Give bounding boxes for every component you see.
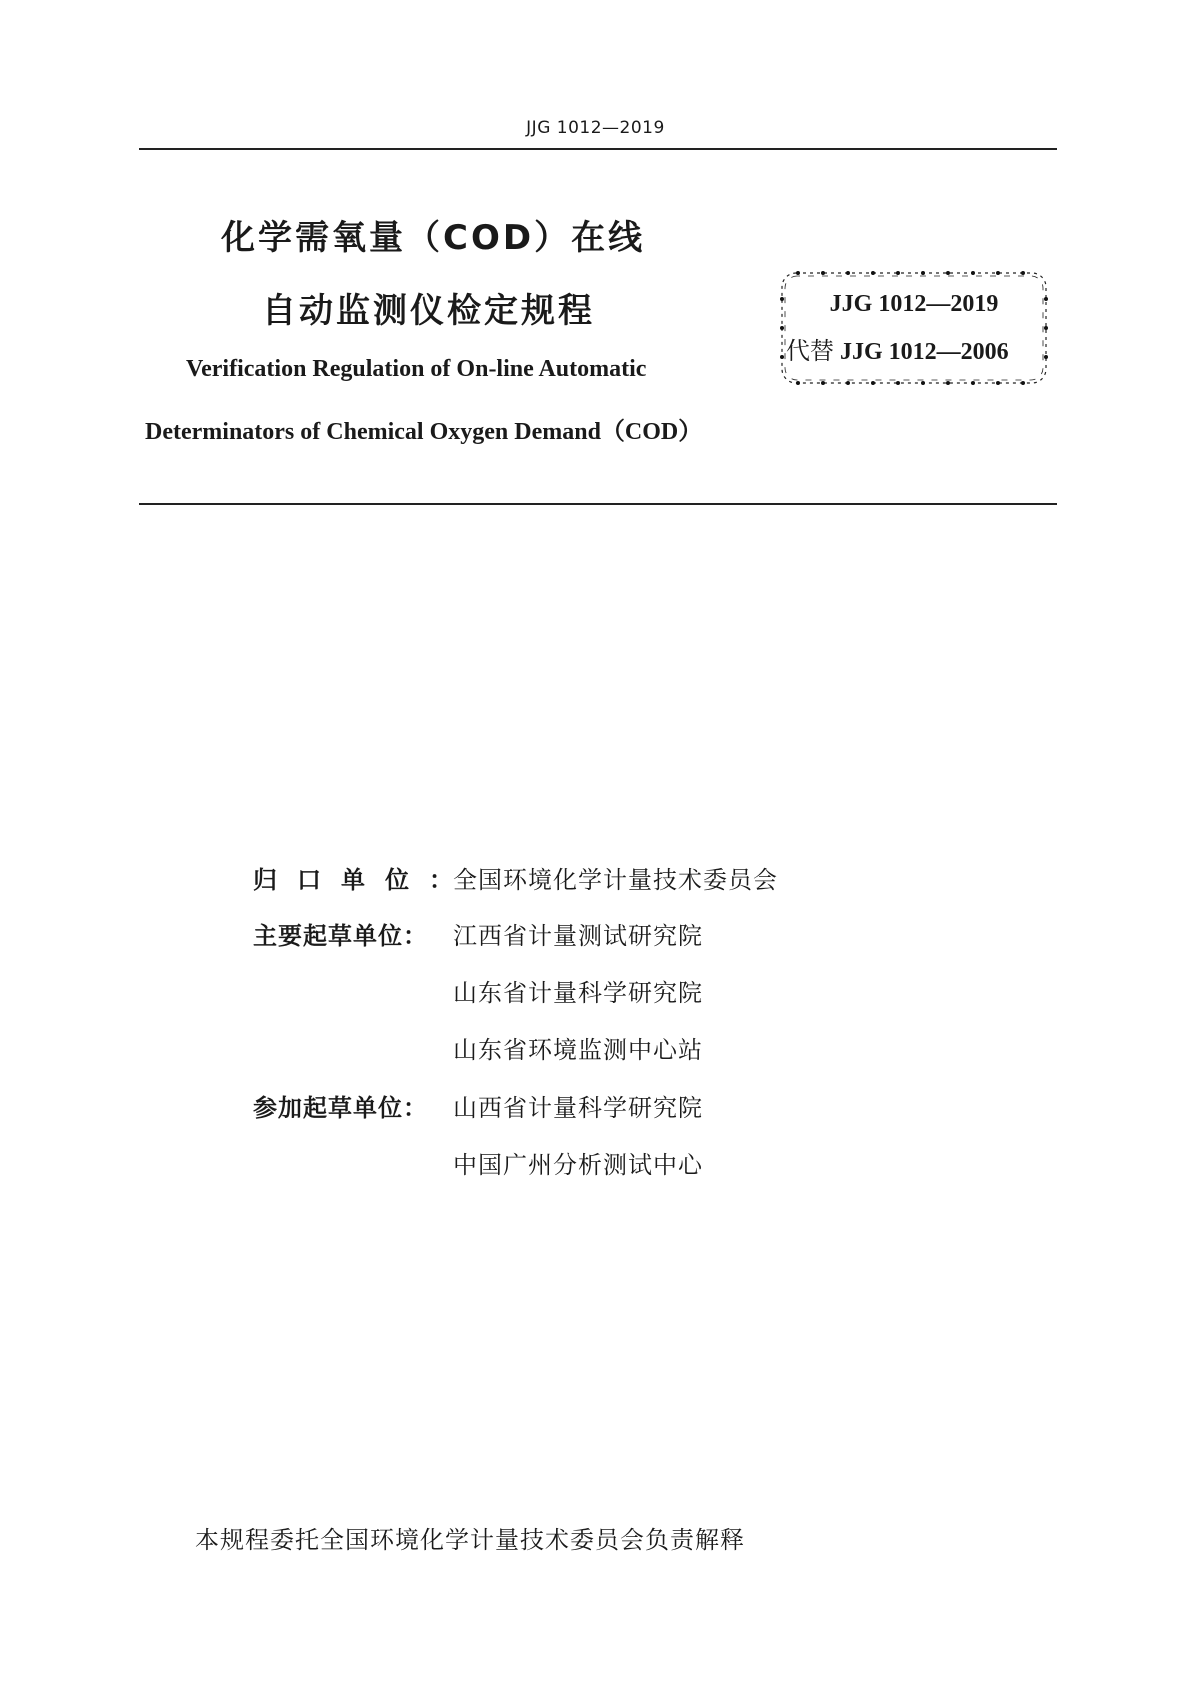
header-rule bbox=[139, 148, 1057, 150]
replaced-standard-code: JJG 1012—2006 bbox=[840, 339, 1009, 365]
replaces-prefix: 代替 bbox=[786, 337, 834, 365]
main-drafter-1: 江西省计量测试研究院 bbox=[453, 922, 703, 950]
responsible-unit-label: 归口单位： bbox=[253, 866, 473, 894]
main-drafters-label: 主要起草单位： bbox=[253, 922, 428, 950]
main-drafter-row bbox=[253, 916, 703, 951]
interpretation-note: 本规程委托全国环境化学计量技术委员会负责解释 bbox=[195, 1526, 745, 1554]
decorative-frame bbox=[778, 269, 1050, 387]
main-drafter-2: 山东省计量科学研究院 bbox=[453, 979, 703, 1007]
title-bottom-rule bbox=[139, 503, 1057, 505]
main-drafter-row bbox=[253, 1030, 703, 1065]
participating-drafter-2: 中国广州分析测试中心 bbox=[453, 1151, 703, 1179]
header-standard-code: JJG 1012—2019 bbox=[526, 118, 665, 138]
title-english-line-1: Verification Regulation of On-line Automatic bbox=[186, 356, 647, 382]
participating-drafter-row bbox=[253, 1145, 703, 1180]
responsible-unit-value: 全国环境化学计量技术委员会 bbox=[453, 866, 778, 894]
title-chinese-line-1: 化学需氧量（COD）在线 bbox=[221, 218, 646, 258]
standard-code-box bbox=[778, 269, 1050, 387]
participating-drafter-1: 山西省计量科学研究院 bbox=[453, 1094, 703, 1122]
main-drafter-row bbox=[253, 973, 703, 1008]
participating-drafter-row bbox=[253, 1088, 703, 1123]
responsible-unit-row bbox=[253, 860, 778, 895]
standard-code: JJG 1012—2019 bbox=[829, 291, 999, 317]
replaces-line bbox=[786, 331, 1058, 366]
main-drafter-3: 山东省环境监测中心站 bbox=[453, 1036, 703, 1064]
title-english-line-2: Determinators of Chemical Oxygen Demand（COD） bbox=[145, 419, 703, 445]
participating-drafters-label: 参加起草单位： bbox=[253, 1094, 428, 1122]
title-chinese-line-2: 自动监测仪检定规程 bbox=[262, 291, 595, 331]
